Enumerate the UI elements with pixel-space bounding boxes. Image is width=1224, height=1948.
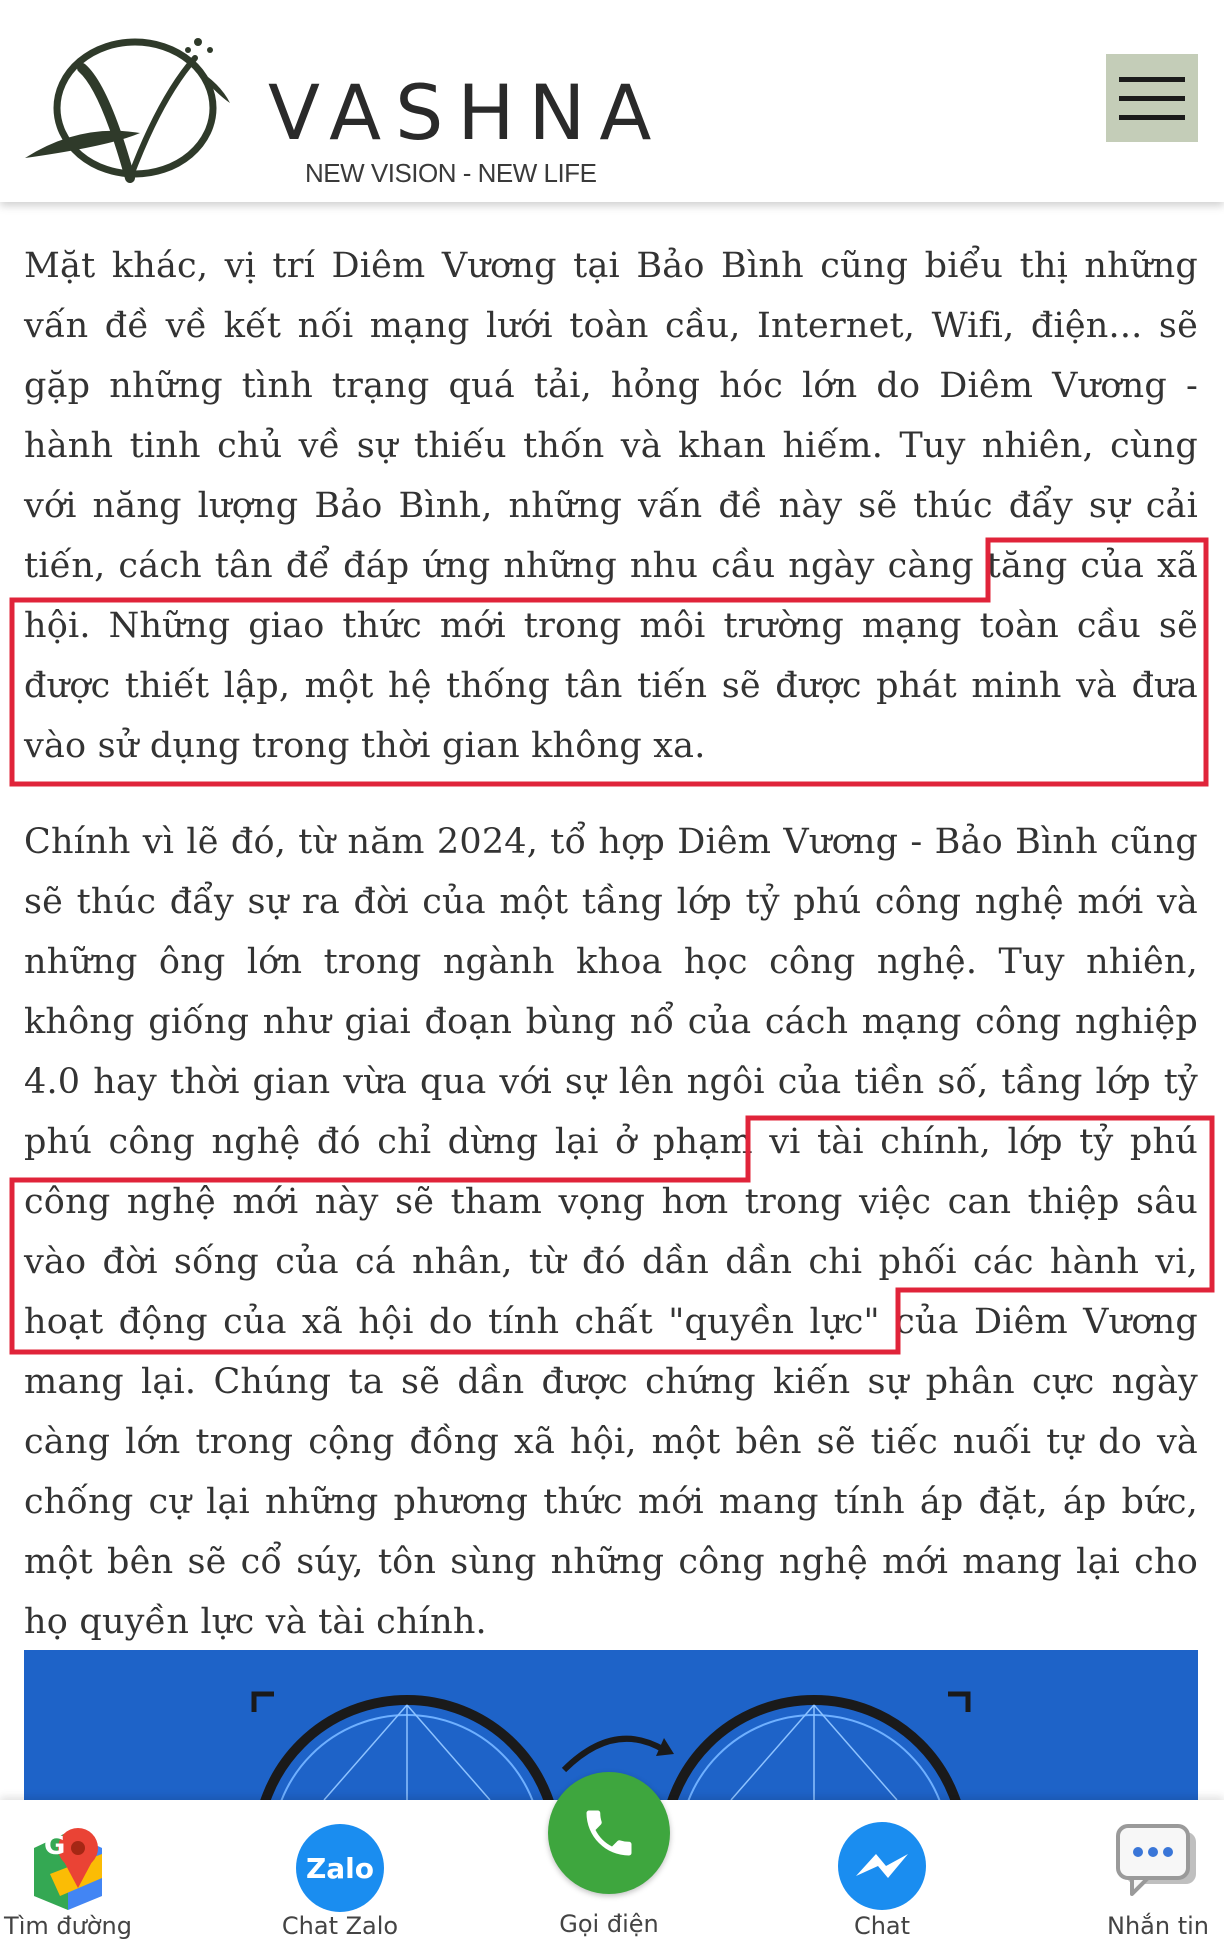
chat-zalo-button[interactable] [278,1800,402,1948]
sms-button[interactable] [1102,1800,1214,1948]
call-label: Gọi điện [559,1910,659,1938]
sms-label: Nhắn tin [1107,1912,1209,1940]
brand-slogan: NEW VISION - NEW LIFE [305,158,597,188]
google-maps-icon [20,1818,116,1914]
messenger-icon [836,1820,928,1912]
paragraph [24,236,1198,776]
messenger-chat-label: Chat [853,1912,911,1940]
highlighted-text: Những giao thức mới trong môi trường mạng toàn cầu sẽ được thiết lập, một hệ thống tân tiến sẽ được phát minh và đưa vào sử dụng trong thời gian không xa. [24,606,1199,766]
paragraph [24,812,1198,1652]
message-bubble-icon [1110,1818,1206,1908]
svg-text:Zalo: Zalo [305,1852,375,1885]
zalo-icon [294,1822,386,1914]
menu-bar-icon [1119,115,1185,120]
article-body [24,236,1198,1652]
messenger-chat-button[interactable] [830,1800,934,1948]
paragraph-text: Chính vì lẽ đó, từ năm 2024, tổ hợp Diêm Vương - Bảo Bình cũng sẽ thúc đẩy sự ra đời của một tầng lớp tỷ phú công nghệ mới và những ông lớn trong ngành khoa học công nghệ. Tuy nhiên, không giống như giai đoạn bùng nổ của cách mạng công nghiệp 4.0 hay thời gian vừa qua với sự lên ngôi của tiền số, tầng lớp tỷ phú công nghệ đó chỉ dừng lại ở phạm vi tài chính, [24,822,1198,1162]
site-header [0,0,1224,202]
paragraph-text: Chúng ta sẽ dần được chứng kiến sự phân cực ngày càng lớn trong cộng đồng xã hội, một bên sẽ tiếc nuối tự do và chống cự lại những phương thức mới mang tính áp đặt, áp bức, một bên sẽ cổ súy, tôn sùng những công nghệ mới mang lại cho họ quyền lực và tài chính. [24,1362,1198,1642]
brand-name: VASHNA [268,68,666,157]
menu-bar-icon [1119,77,1185,82]
paragraph-text: Mặt khác, vị trí Diêm Vương tại Bảo Bình cũng biểu thị những vấn đề về kết nối mạng lưới toàn cầu, Internet, Wifi, điện... sẽ gặp những tình trạng quá tải, hỏng hóc lớn do Diêm Vương - hành tinh chủ về sự thiếu thốn và khan hiếm. Tuy nhiên, cùng với năng lượng Bảo Bình, những vấn đề này sẽ thúc đẩy sự cải tiến, cách tân để đáp ứng những nhu cầu ngày càng tăng của xã hội. [24,246,1198,646]
menu-bar-icon [1119,96,1185,101]
chat-zalo-label: Chat Zalo [281,1912,399,1940]
directions-label: Tìm đường [4,1912,132,1940]
logo[interactable] [20,28,666,188]
call-button[interactable] [548,1772,670,1894]
hamburger-menu-button[interactable] [1106,54,1198,142]
svg-text:G: G [44,1831,66,1861]
logo-emblem-icon [20,28,250,188]
highlighted-text: lớp tỷ phú công nghệ mới này sẽ tham vọng hơn trong việc can thiệp sâu vào đời sống của cá nhân, từ đó dần dần chi phối các hành vi, hoạt động của xã hội do tính chất "quyền lực" của Diêm Vương mang lại. [24,1122,1199,1402]
directions-button[interactable] [0,1800,136,1948]
phone-icon [579,1803,639,1863]
